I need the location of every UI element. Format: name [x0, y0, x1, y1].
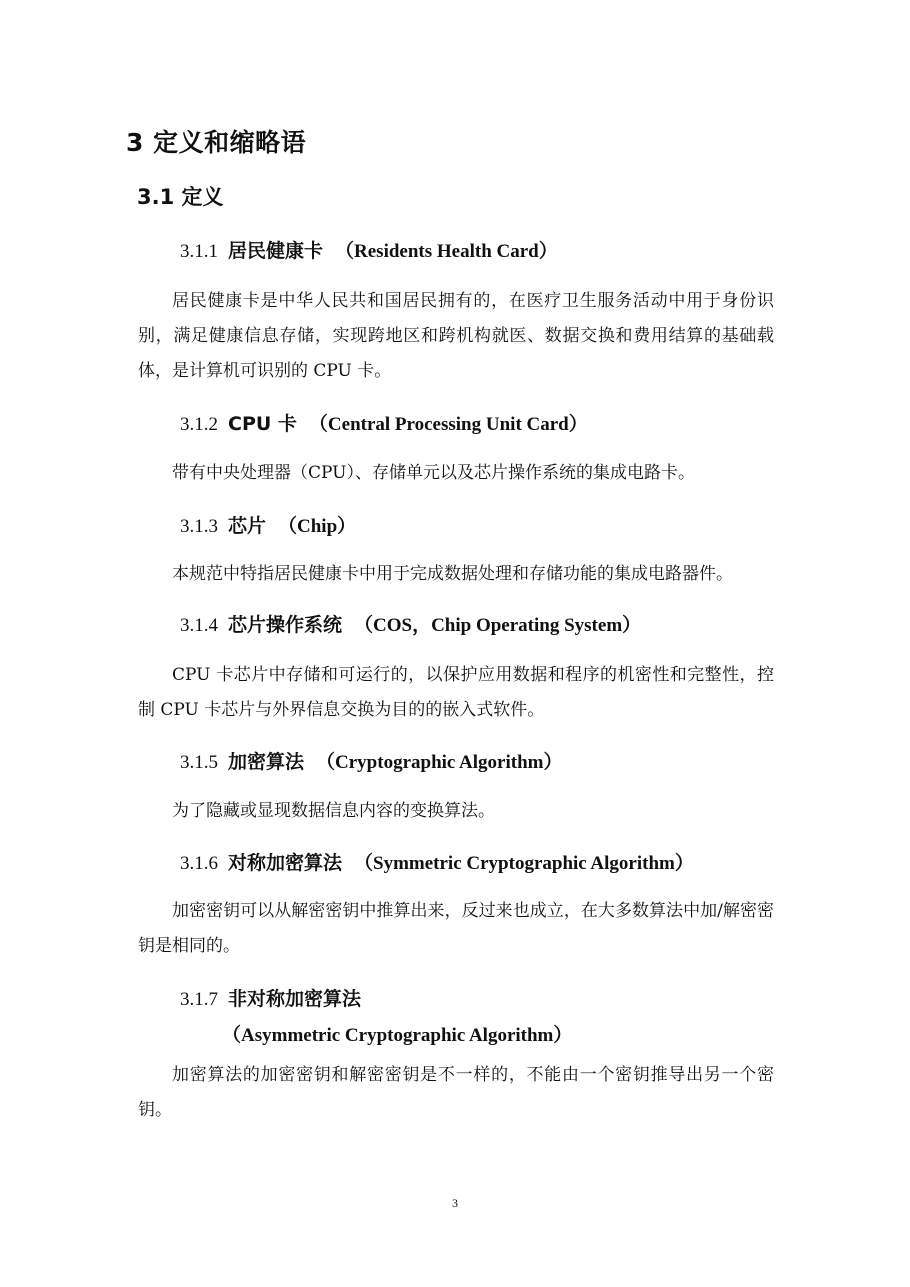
term-name-en: （Residents Health Card） — [335, 241, 558, 262]
term-heading-cryptographic-algorithm — [180, 747, 562, 774]
term-name-cn: 芯片操作系统 — [228, 614, 343, 636]
term-number: 3.1.2 — [180, 414, 218, 435]
term-definition-chip: 本规范中特指居民健康卡中用于完成数据处理和存储功能的集成电路器件。 — [172, 564, 733, 584]
term-definition-residents-health-card: 居民健康卡是中华人民共和国居民拥有的，在医疗卫生服务活动中用于身份识别，满足健康信息存储，实现跨地区和跨机构就医、数据交换和费用结算的基础载体，是计算机可识别的 CPU 卡。 — [138, 291, 774, 381]
term-name-en: （Chip） — [278, 516, 357, 537]
term-heading-cos — [180, 610, 641, 637]
term-heading-chip — [180, 511, 356, 538]
term-number: 3.1.5 — [180, 752, 218, 773]
term-name-en: （Central Processing Unit Card） — [308, 414, 588, 435]
term-definition-cpu-card: 带有中央处理器（CPU）、存储单元以及芯片操作系统的集成电路卡。 — [172, 463, 695, 483]
term-number: 3.1.6 — [180, 853, 218, 874]
term-heading-asymmetric-algorithm — [180, 984, 361, 1011]
term-definition-symmetric-algorithm: 加密密钥可以从解密密钥中推算出来，反过来也成立，在大多数算法中加/解密密钥是相同的。 — [138, 901, 774, 956]
term-heading-cpu-card — [180, 409, 588, 436]
term-name-cn: 芯片 — [228, 515, 267, 537]
term-number: 3.1.1 — [180, 241, 218, 262]
term-name-cn: 居民健康卡 — [228, 240, 324, 262]
chapter-title: 3 定义和缩略语 — [126, 128, 307, 157]
term-number: 3.1.3 — [180, 516, 218, 537]
section-title: 3.1 定义 — [137, 185, 224, 209]
term-number: 3.1.7 — [180, 989, 218, 1010]
page-number: 3 — [452, 1196, 458, 1210]
term-name-cn: CPU 卡 — [228, 413, 297, 435]
term-name-en: （Cryptographic Algorithm） — [316, 752, 563, 773]
term-name-cn: 加密算法 — [228, 751, 305, 773]
term-name-cn: 非对称加密算法 — [228, 988, 362, 1010]
term-name-en: （Symmetric Cryptographic Algorithm） — [354, 853, 694, 874]
term-heading-symmetric-algorithm — [180, 848, 694, 875]
term-name-en-asymmetric: （Asymmetric Cryptographic Algorithm） — [222, 1025, 573, 1046]
term-number: 3.1.4 — [180, 615, 218, 636]
term-definition-cryptographic-algorithm: 为了隐藏或显现数据信息内容的变换算法。 — [172, 801, 495, 821]
term-heading-residents-health-card — [180, 236, 558, 263]
term-definition-cos: CPU 卡芯片中存储和可运行的，以保护应用数据和程序的机密性和完整性，控制 CPU 卡芯片与外界信息交换为目的的嵌入式软件。 — [138, 665, 774, 720]
term-name-en: （COS，Chip Operating System） — [354, 615, 642, 636]
term-name-cn: 对称加密算法 — [228, 852, 343, 874]
term-definition-asymmetric-algorithm: 加密算法的加密密钥和解密密钥是不一样的，不能由一个密钥推导出另一个密钥。 — [138, 1065, 774, 1120]
